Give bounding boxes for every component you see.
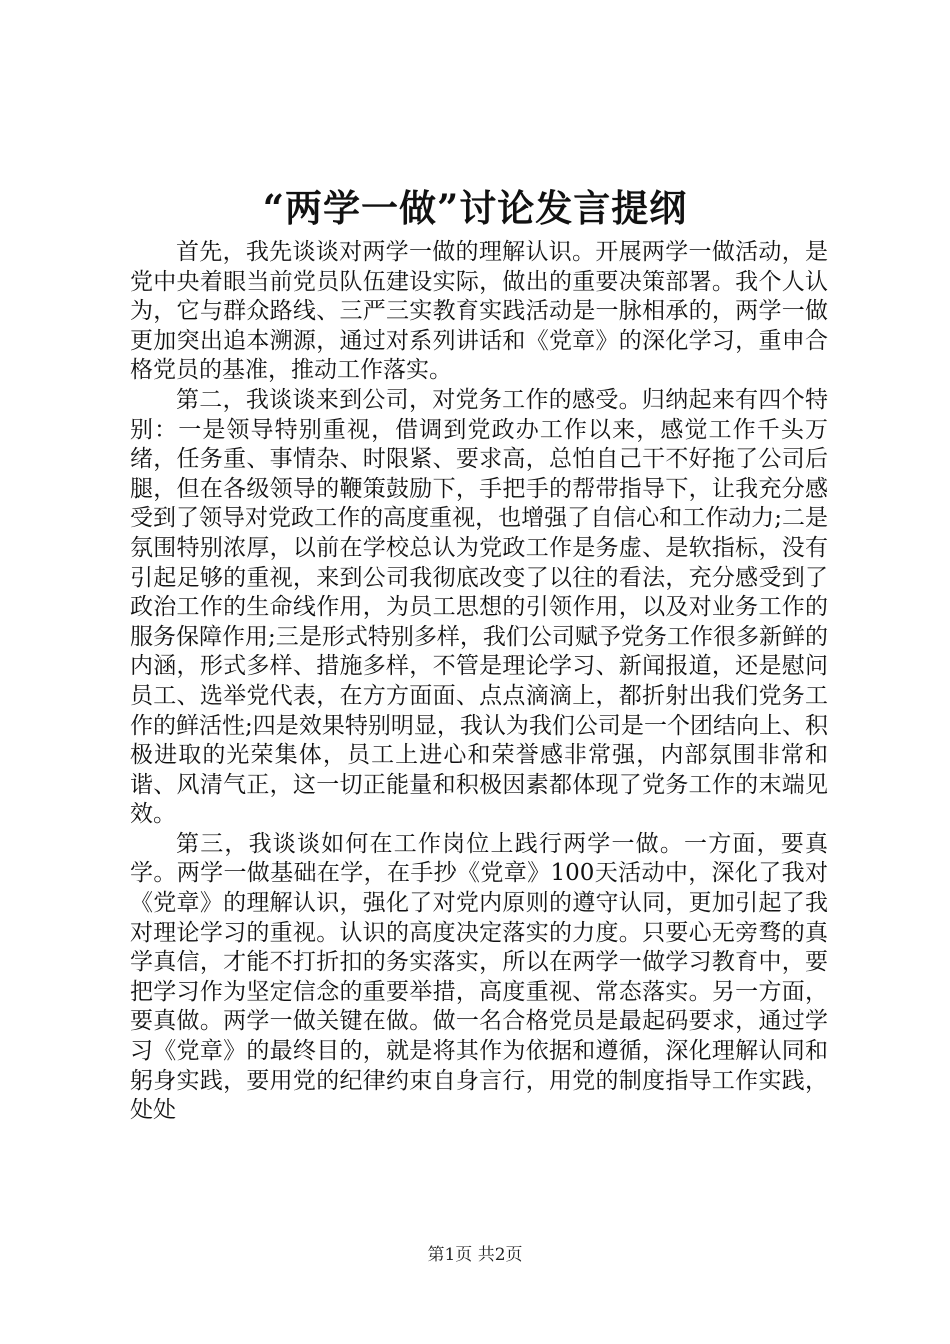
paragraph-1: 首先，我先谈谈对两学一做的理解认识。开展两学一做活动，是党中央着眼当前党员队伍建设实际，做出的重要决策部署。我个人认为，它与群众路线、三严三实教育实践活动是一脉相承的，两学一做更加突出追本溯源，通过对系列讲话和《党章》的深化学习，重申合格党员的基准，推动工作落实。 — [130, 239, 828, 384]
page-footer: 第1页 共2页 — [427, 1245, 523, 1265]
paragraph-2: 第二，我谈谈来到公司，对党务工作的感受。归纳起来有四个特别：一是领导特别重视，借调到党政办工作以来，感觉工作千头万绪，任务重、事情杂、时限紧、要求高，总怕自己干不好拖了公司后腿，但在各级领导的鞭策鼓励下，手把手的帮带指导下，让我充分感受到了领导对党政工作的高度重视，也增强了自信心和工作动力;二是氛围特别浓厚，以前在学校总认为党政工作是务虚、是软指标，没有引起足够的重视，来到公司我彻底改变了以往的看法，充分感受到了政治工作的生命线作用，为员工思想的引领作用，以及对业务工作的服务保障作用;三是形式特别多样，我们公司赋予党务工作很多新鲜的内涵，形式多样、措施多样，不管是理论学习、新闻报道，还是慰问员工、选举党代表，在方方面面、点点滴滴上，都折射出我们党务工作的鲜活性;四是效果特别明显，我认为我们公司是一个团结向上、积极进取的光荣集体，员工上进心和荣誉感非常强，内部氛围非常和谐、风清气正，这一切正能量和积极因素都体现了党务工作的末端见效。 — [130, 386, 828, 828]
document-title: “两学一做”讨论发言提纲 — [262, 186, 688, 230]
document-body — [130, 238, 828, 1126]
paragraph-3: 第三，我谈谈如何在工作岗位上践行两学一做。一方面，要真学。两学一做基础在学，在手抄《党章》100天活动中，深化了我对《党章》的理解认识，强化了对党内原则的遵守认同，更加引起了我对理论学习的重视。认识的高度决定落实的力度。只要心无旁骛的真学真信，才能不打折扣的务实落实，所以在两学一做学习教育中，要把学习作为坚定信念的重要举措，高度重视、常态落实。另一方面，要真做。两学一做关键在做。做一名合格党员是最起码要求，通过学习《党章》的最终目的，就是将其作为依据和遵循，深化理解认同和躬身实践，要用党的纪律约束自身言行，用党的制度指导工作实践，处处 — [130, 830, 828, 1124]
